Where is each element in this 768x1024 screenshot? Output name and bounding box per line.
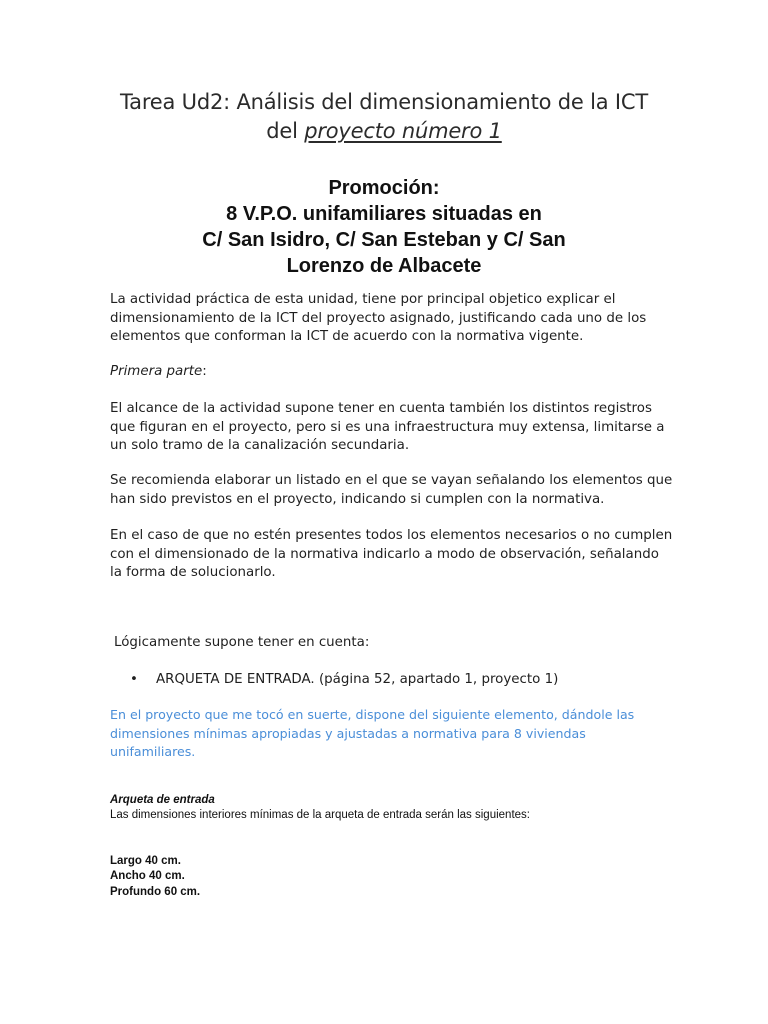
respuesta-paragraph: [110, 706, 670, 762]
caso-paragraph: [110, 527, 673, 583]
promocion-line: 8 V.P.O. unifamiliares situadas en: [226, 203, 542, 225]
title-line-2: [80, 117, 688, 146]
paragraph-line: con el dimensionado de la normativa indicarlo a modo de observación, señalando: [110, 546, 659, 562]
paragraph-line: La actividad práctica de esta unidad, tiene por principal objetico explicar el: [110, 292, 616, 307]
promocion-heading: [110, 175, 658, 279]
paragraph-line: unifamiliares.: [110, 744, 196, 759]
paragraph-line: un solo tramo de la canalización secundaria.: [110, 438, 410, 453]
logicamente-line: [114, 634, 674, 653]
title-line-1: Tarea Ud2: Análisis del dimensionamiento de la ICT: [120, 90, 648, 114]
intro-paragraph: [110, 291, 670, 347]
dimension-ancho: Ancho 40 cm.: [110, 870, 185, 882]
arqueta-description: Las dimensiones interiores mínimas de la arqueta de entrada serán las siguientes:: [110, 809, 530, 821]
document-title: [80, 88, 688, 146]
promocion-line: Lorenzo de Albacete: [286, 255, 482, 277]
bullet-text: ARQUETA DE ENTRADA. (página 52, apartado 1, proyecto 1): [156, 672, 559, 687]
paragraph-line: Se recomienda elaborar un listado en el que se vayan señalando los elementos que: [110, 473, 673, 488]
recomendacion-paragraph: [110, 472, 673, 509]
primera-parte-colon: :: [202, 364, 207, 379]
paragraph-line: En el caso de que no estén presentes todos los elementos necesarios o no cumplen: [110, 528, 673, 543]
arqueta-heading: Arqueta de entrada: [110, 794, 215, 806]
dimension-largo: Largo 40 cm.: [110, 855, 181, 867]
paragraph-line: El alcance de la actividad supone tener en cuenta también los distintos registros: [110, 401, 652, 416]
bullet-item: [130, 671, 558, 690]
primera-parte-text: Primera parte: [110, 364, 203, 379]
alcance-paragraph: [110, 400, 670, 456]
paragraph-line: que figuran en el proyecto, pero si es una infraestructura muy extensa, limitarse a: [110, 419, 665, 435]
paragraph-line: dimensiones mínimas apropiadas y ajustadas a normativa para 8 viviendas: [110, 725, 586, 741]
paragraph-line: dimensionamiento de la ICT del proyecto asignado, justificando cada uno de los: [110, 310, 647, 326]
bullet-icon: •: [130, 672, 138, 687]
promocion-line: Promoción:: [328, 177, 440, 199]
dimension-profundo: Profundo 60 cm.: [110, 886, 201, 898]
paragraph-line: la forma de solucionarlo.: [110, 565, 276, 580]
paragraph-line: En el proyecto que me tocó en suerte, dispone del siguiente elemento, dándole las: [110, 707, 635, 722]
logicamente-text: Lógicamente supone tener en cuenta:: [114, 635, 370, 650]
primera-parte-label: [110, 363, 670, 382]
title-line-2-prefix: del: [266, 119, 305, 143]
promocion-line: C/ San Isidro, C/ San Esteban y C/ San: [202, 229, 566, 251]
paragraph-line: han sido previstos en el proyecto, indicando si cumplen con la normativa.: [110, 491, 605, 507]
title-project-link: proyecto número 1: [304, 119, 502, 143]
paragraph-line: elementos que conforman la ICT de acuerdo con la normativa vigente.: [110, 329, 584, 344]
